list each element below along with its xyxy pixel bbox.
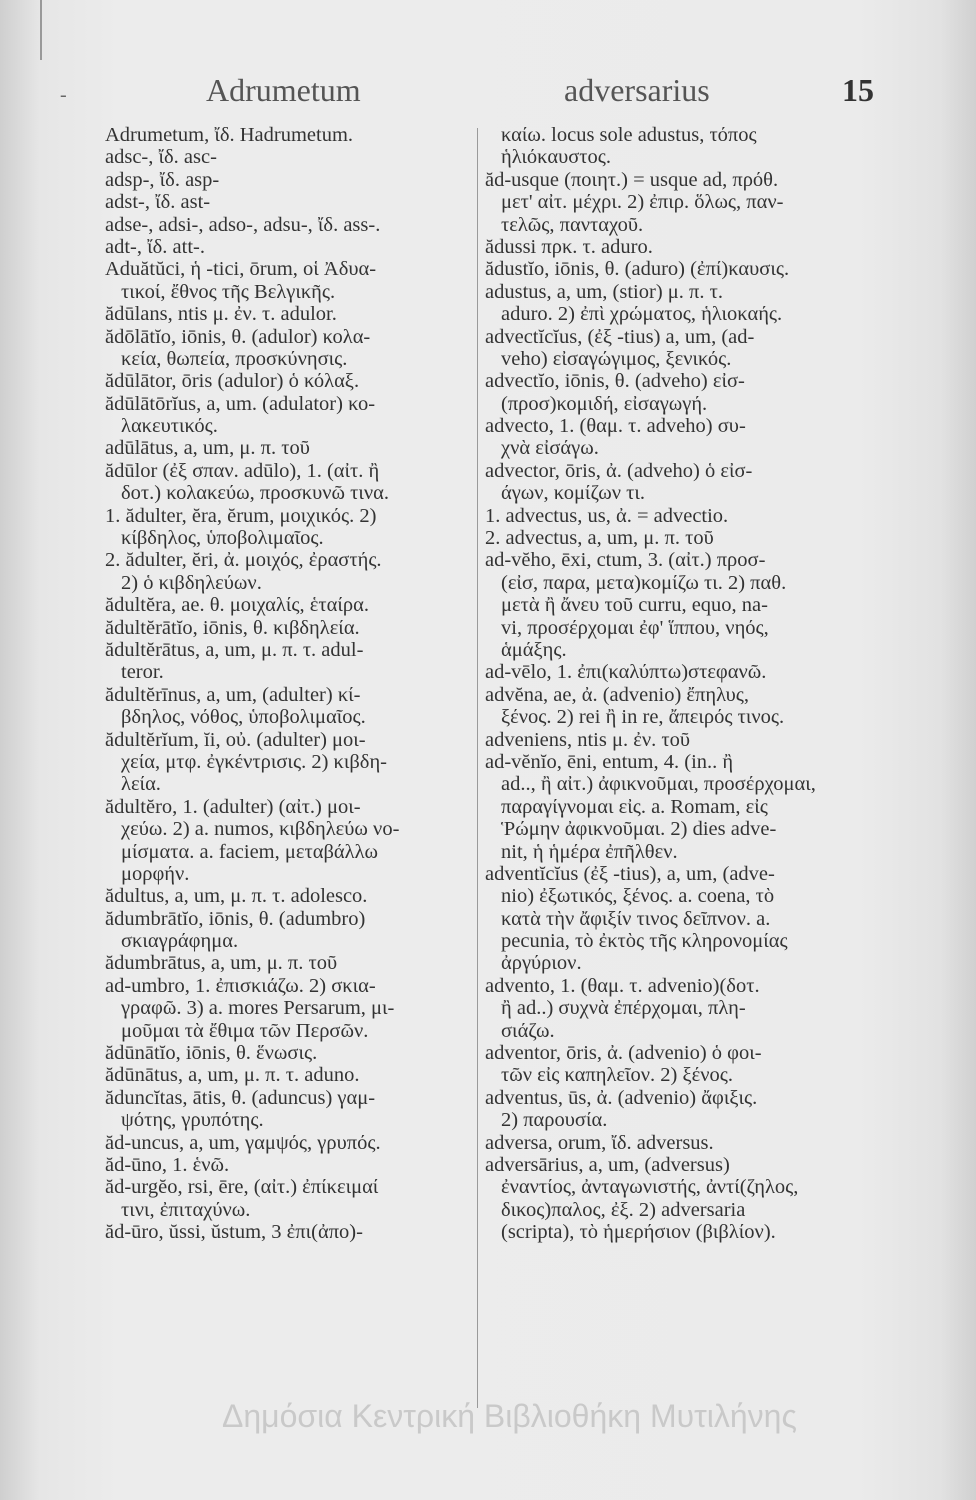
dictionary-line: ădultĕrātĭo, iōnis, θ. κιβδηλεία.: [105, 616, 360, 639]
dictionary-line: ădūlans, ntis μ. ἐν. τ. adulor.: [105, 303, 337, 326]
dictionary-line: vi, προσέρχομαι ἐφ' ἵππου, νηός,: [501, 616, 769, 639]
right-column: [485, 124, 857, 1244]
dictionary-line: nit, ἡ ἡμέρα ἐπῆλθεν.: [501, 840, 678, 863]
left-column: [105, 124, 475, 1244]
dictionary-line: adse-, adsi-, adso-, adsu-, ἴδ. ass-.: [105, 213, 381, 236]
dictionary-line: ψότης, γρυπότης.: [121, 1109, 264, 1132]
dictionary-line: ădōlātĭo, iōnis, θ. (adulor) κολα-: [105, 325, 371, 348]
dictionary-line: ădultĕrīnus, a, um, (adulter) κί-: [105, 683, 361, 706]
dictionary-line: ăd-usque (ποιητ.) = usque ad, πρόθ.: [485, 168, 779, 191]
dictionary-line: δοτ.) κολακεύω, προσκυνῶ τινα.: [121, 482, 390, 505]
dictionary-line: advento, 1. (θαμ. τ. advenio)(δοτ.: [485, 974, 760, 997]
dictionary-line: advectĭcĭus, (ἐξ -tius) a, um, (ad-: [485, 325, 755, 348]
dictionary-line: advĕna, ae, ἀ. (advenio) ἔπηλυς,: [485, 683, 750, 706]
dictionary-line: advector, ōris, ἀ. (adveho) ὁ εἰσ-: [485, 459, 753, 482]
dictionary-line: adventĭcĭus (ἐξ -tius), a, um, (adve-: [485, 862, 775, 885]
dictionary-line: aduro. 2) ἐπὶ χρώματος, ἡλιοκαής.: [501, 303, 783, 326]
column-divider: [477, 128, 478, 1408]
dictionary-line: ăduncĭtas, ātis, θ. (aduncus) γαμ-: [105, 1086, 376, 1109]
dictionary-line: μοῦμαι τὰ ἔθιμα τῶν Περσῶν.: [121, 1019, 369, 1042]
margin-mark: -: [60, 84, 67, 106]
dictionary-line: (εἰσ, παρα, μετα)κομίζω τι. 2) παθ.: [501, 571, 787, 594]
dictionary-line: λακευτικός.: [121, 415, 218, 438]
dictionary-line: κεία, θωπεία, προσκύνησις.: [121, 347, 348, 370]
dictionary-line: μετὰ ἢ ἄνευ τοῦ curru, equo, na-: [501, 594, 768, 617]
dictionary-line: advecto, 1. (θαμ. τ. adveho) συ-: [485, 415, 746, 438]
header-first-word: Adrumetum: [206, 72, 361, 108]
dictionary-line: άγων, κομίζων τι.: [501, 482, 645, 505]
dictionary-line: χεία, μτφ. ἐγκέντρισις. 2) κιβδη-: [121, 750, 387, 773]
dictionary-line: teror.: [121, 661, 164, 684]
dictionary-line: ἁμάξης.: [501, 638, 567, 661]
dictionary-line: ădustĭo, iōnis, θ. (aduro) (ἐπί)καυσις.: [485, 258, 790, 281]
dictionary-line: ădūnātus, a, um, μ. π. τ. aduno.: [105, 1064, 360, 1087]
dictionary-line: ἀργύριον.: [501, 952, 582, 975]
dictionary-line: παραγίγνομαι εἰς. a. Romam, εἰς: [501, 795, 768, 818]
dictionary-line: μορφήν.: [121, 862, 190, 885]
dictionary-line: ădultĕrĭum, ĭi, οὐ. (adulter) μοι-: [105, 728, 366, 751]
dictionary-line: adūlātus, a, um, μ. π. τοῦ: [105, 437, 310, 460]
dictionary-line: ăd-ūro, ŭssi, ŭstum, 3 ἐπι(ἀπο)-: [105, 1221, 363, 1244]
dictionary-line: ădultĕrātus, a, um, μ. π. τ. adul-: [105, 638, 364, 661]
dictionary-line: τελῶς, πανταχοῦ.: [501, 213, 644, 236]
dictionary-line: ădumbrātus, a, um, μ. π. τοῦ: [105, 952, 338, 975]
dictionary-line: μίσματα. a. faciem, μεταβάλλω: [121, 840, 379, 863]
dictionary-line: advectĭo, iōnis, θ. (adveho) εἰσ-: [485, 370, 745, 393]
dictionary-line: ădultĕro, 1. (adulter) (αἰτ.) μοι-: [105, 795, 361, 818]
binding-edge: [40, 0, 42, 60]
dictionary-line: ad-vĕnĭo, ēni, entum, 4. (in.. ἢ: [485, 750, 734, 773]
dictionary-line: Aduătŭci, ἡ -tici, ōrum, οἱ Ἀδυα-: [105, 258, 377, 281]
header-last-word: adversarius: [564, 72, 710, 108]
dictionary-line: 2. advectus, a, um, μ. π. τοῦ: [485, 527, 714, 550]
dictionary-line: ad-umbro, 1. ἐπισκιάζω. 2) σκια-: [105, 974, 376, 997]
dictionary-line: ădultus, a, um, μ. π. τ. adolesco.: [105, 885, 368, 908]
dictionary-line: adventor, ōris, ἀ. (advenio) ὁ φοι-: [485, 1042, 762, 1065]
dictionary-line: ξένος. 2) rei ἢ in re, ἄπειρός τινος.: [501, 706, 785, 729]
dictionary-line: ἡλιόκαυστος.: [501, 146, 611, 169]
dictionary-line: σιάζω.: [501, 1019, 555, 1042]
library-watermark: Δημόσια Κεντρική Βιβλιοθήκη Μυτιλήνης: [222, 1398, 797, 1434]
dictionary-line: τῶν εἰς καπηλεῖον. 2) ξένος.: [501, 1064, 733, 1087]
dictionary-line: adsc-, ἴδ. asc-: [105, 146, 217, 169]
dictionary-line: adt-, ἴδ. att-.: [105, 235, 205, 258]
dictionary-line: ăd-uncus, a, um, γαμψός, γρυπός.: [105, 1131, 381, 1154]
dictionary-line: ad.., ἢ αἰτ.) ἀφικνοῦμαι, προσέρχομαι,: [501, 773, 816, 796]
dictionary-line: ădūlātor, ōris (adulor) ὁ κόλαξ.: [105, 370, 360, 393]
dictionary-line: ădūnātĭo, iōnis, θ. ἕνωσις.: [105, 1042, 318, 1065]
dictionary-line: adsp-, ἴδ. asp-: [105, 168, 220, 191]
dictionary-line: μετ' αἰτ. μέχρι. 2) ἐπιρ. ὅλως, παν-: [501, 191, 784, 214]
dictionary-line: adventus, ūs, ἀ. (advenio) ἄφιξις.: [485, 1086, 758, 1109]
page-number: 15: [842, 72, 874, 108]
dictionary-line: nio) ἐξωτικός, ξένος. a. coena, τὸ: [501, 885, 775, 908]
dictionary-line: χνὰ εἰσάγω.: [501, 437, 599, 460]
dictionary-line: adst-, ἴδ. ast-: [105, 191, 211, 214]
dictionary-line: ăd-urgĕo, rsi, ēre, (αἰτ.) ἐπίκειμαί: [105, 1176, 379, 1199]
dictionary-line: adversārius, a, um, (adversus): [485, 1153, 730, 1176]
dictionary-line: adversa, orum, ἴδ. adversus.: [485, 1131, 714, 1154]
dictionary-line: ad-vēlo, 1. ἐπι(καλύπτω)στεφανῶ.: [485, 661, 767, 684]
dictionary-line: (προσ)κομιδή, εἰσαγωγή.: [501, 392, 708, 415]
dictionary-line: λεία.: [121, 773, 161, 796]
dictionary-line: ăd-ūno, 1. ἑνῶ.: [105, 1153, 230, 1176]
dictionary-line: ad-vĕho, ēxi, ctum, 3. (αἰτ.) προσ-: [485, 549, 766, 572]
dictionary-line: 1. ădulter, ĕra, ĕrum, μοιχικός. 2): [105, 504, 377, 527]
dictionary-line: adustus, a, um, (stior) μ. π. τ.: [485, 280, 723, 303]
dictionary-line: ădultĕra, ae. θ. μοιχαλίς, ἑταίρα.: [105, 594, 369, 617]
dictionary-line: ădūlor (ἐξ σπαν. adūlo), 1. (αἰτ. ἢ: [105, 459, 380, 482]
dictionary-line: τινι, ἐπιταχύνω.: [121, 1198, 251, 1221]
dictionary-line: χεύω. 2) a. numos, κιβδηλεύω νο-: [121, 818, 400, 841]
dictionary-line: καίω. locus sole adustus, τόπος: [501, 124, 757, 146]
dictionary-line: 1. advectus, us, ἀ. = advectio.: [485, 504, 729, 527]
dictionary-line: βδηλος, νόθος, ὑποβολιμαῖος.: [121, 706, 366, 729]
dictionary-line: κατὰ τὴν ἄφιξίν τινος δεῖπνον. a.: [501, 907, 771, 930]
dictionary-line: ădussi πρκ. τ. aduro.: [485, 235, 653, 258]
dictionary-line: veho) εἰσαγώγιμος, ξενικός.: [501, 347, 732, 370]
dictionary-line: (scripta), τὸ ἡμερήσιον (βιβλίον).: [501, 1221, 776, 1244]
dictionary-line: γραφῶ. 3) a. mores Persarum, μι-: [121, 997, 395, 1020]
dictionary-line: 2) ὁ κιβδηλεύων.: [121, 571, 262, 594]
dictionary-line: τικοί, ἔθνος τῆς Βελγικῆς.: [121, 280, 336, 303]
dictionary-line: ἐναντίος, ἀνταγωνιστής, ἀντί(ζηλος,: [501, 1176, 799, 1199]
dictionary-line: Ῥώμην ἀφικνοῦμαι. 2) dies adve-: [501, 818, 777, 841]
dictionary-line: δικος)παλος, ἐξ. 2) adversaria: [501, 1198, 746, 1221]
dictionary-line: pecunia, τὸ ἐκτὸς τῆς κληρονομίας: [501, 930, 788, 953]
dictionary-line: Adrumetum, ἴδ. Hadrumetum.: [105, 124, 354, 146]
dictionary-line: 2) παρουσία.: [501, 1109, 608, 1132]
dictionary-line: σκιαγράφημα.: [121, 930, 239, 953]
running-header: [100, 72, 874, 112]
dictionary-line: ădūlātōrĭus, a, um. (adulator) κο-: [105, 392, 376, 415]
dictionary-line: ădumbrātĭo, iōnis, θ. (adumbro): [105, 907, 366, 930]
dictionary-line: adveniens, ntis μ. ἐν. τοῦ: [485, 728, 690, 751]
dictionary-line: κίβδηλος, ὑποβολιμαῖος.: [121, 527, 324, 550]
dictionary-line: ἢ ad..) συχνὰ ἐπέρχομαι, πλη-: [501, 997, 746, 1020]
dictionary-line: 2. ădulter, ĕri, ἀ. μοιχός, ἐραστής.: [105, 549, 382, 572]
